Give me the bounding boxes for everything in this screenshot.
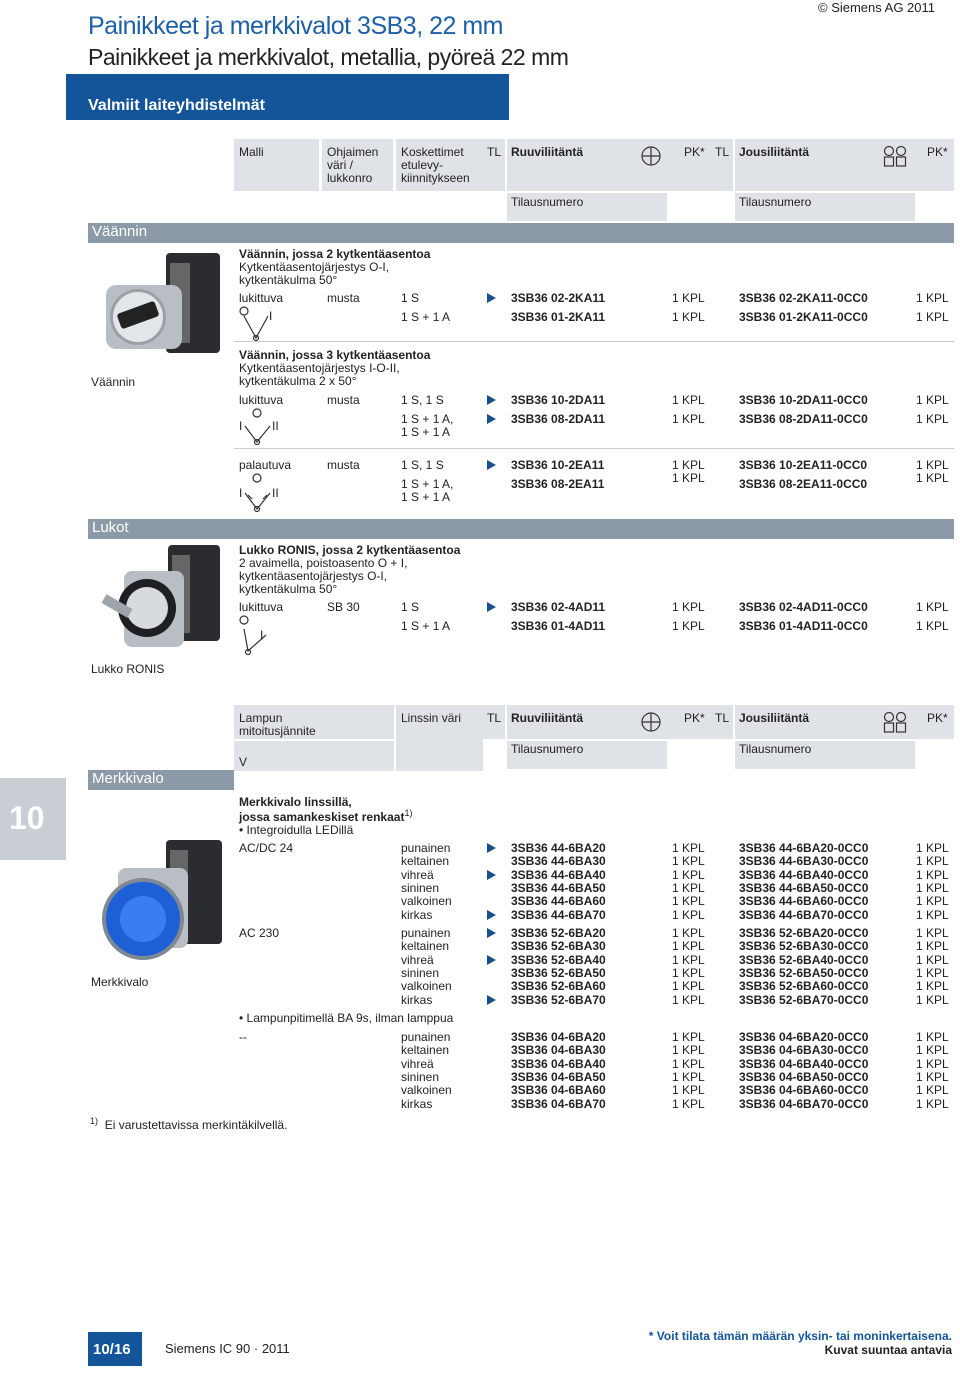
vaannin-r1-ruuvi: 3SB36 02-2KA11 — [511, 291, 606, 305]
lukot-lukittuva: lukittuva — [239, 600, 284, 614]
vaannin-g1-line2: Kytkentäasentojärjestys O-I, — [239, 260, 390, 274]
lens-color: valkoinen — [401, 979, 452, 993]
vaannin-g2-title: Väännin, jossa 3 kytkentäasentoa — [239, 348, 431, 362]
section-bar-merkkivalo — [88, 770, 234, 790]
vaannin-g1-line3: kytkentäkulma 50° — [239, 273, 338, 287]
product-photo-vaannin — [96, 247, 224, 367]
pack-qty-screw: 1 KPL — [672, 1097, 705, 1111]
tl-marker — [487, 293, 496, 303]
section-title-merkkivalo: Merkkivalo — [92, 770, 164, 787]
lukot-r1-ruuvi: 3SB36 02-4AD11 — [511, 600, 606, 614]
section-title-lukot: Lukot — [92, 519, 129, 536]
lukot-line3: kytkentäasentojärjestys O-I, — [239, 569, 388, 583]
vaannin-g2-sym-II: II — [272, 419, 279, 433]
vaannin-r1-jousi: 3SB36 02-2KA11-0CC0 — [739, 291, 868, 305]
col-pk1: PK* — [684, 711, 705, 725]
col-tl2: TL — [715, 711, 730, 725]
col-koskettimet: Koskettimet — [401, 145, 464, 159]
vaannin-r4-ruuvi: 3SB36 08-2DA11 — [511, 412, 606, 426]
switch-position-symbol — [238, 615, 278, 661]
product-photo-merkkivalo — [96, 836, 226, 966]
col-kiinnitys: kiinnitykseen — [401, 171, 470, 185]
vaannin-g2-line2: Kytkentäasentojärjestys I-O-II, — [239, 361, 400, 375]
pack-qty-spring: 1 KPL — [916, 966, 949, 980]
pack-qty-spring: 1 KPL — [916, 939, 949, 953]
lens-color: kirkas — [401, 908, 433, 922]
vaannin-g3-sym-II: II — [272, 486, 279, 500]
pack-qty-screw: 1 KPL — [672, 1057, 705, 1071]
tl-marker — [487, 602, 496, 612]
vaannin-r5-pk2: 1 KPL — [916, 458, 949, 472]
lukot-line4: kytkentäkulma 50° — [239, 582, 338, 596]
vaannin-r4-pk2: 1 KPL — [916, 412, 949, 426]
order-number-screw: 3SB36 04-6BA40 — [511, 1057, 606, 1071]
pack-qty-screw: 1 KPL — [672, 854, 705, 868]
vaannin-g2-musta: musta — [327, 393, 360, 407]
lens-color: keltainen — [401, 939, 450, 953]
bullet1-text: Integroidulla LEDillä — [246, 823, 354, 837]
vaannin-r6-pk1: 1 KPL — [672, 471, 705, 485]
order-number-screw: 3SB36 52-6BA60 — [511, 979, 606, 993]
lukot-r2-kosk: 1 S + 1 A — [401, 619, 451, 633]
pack-qty-screw: 1 KPL — [672, 953, 705, 967]
order-number-screw: 3SB36 44-6BA30 — [511, 854, 606, 868]
order-number-spring: 3SB36 04-6BA70-0CC0 — [739, 1097, 869, 1111]
order-number-spring: 3SB36 04-6BA30-0CC0 — [739, 1043, 869, 1057]
order-number-screw: 3SB36 52-6BA50 — [511, 966, 606, 980]
order-number-screw: 3SB36 44-6BA50 — [511, 881, 606, 895]
col-tilaus2: Tilausnumero — [739, 195, 812, 209]
lens-color: keltainen — [401, 854, 450, 868]
lukot-r1-pk2: 1 KPL — [916, 600, 949, 614]
vaannin-r6-kosk2: 1 S + 1 A — [401, 490, 451, 504]
col-tl1: TL — [487, 145, 502, 159]
footer-note1: * Voit tilata tämän määrän yksin- tai moninkertaisena. — [648, 1329, 952, 1343]
lukot-lukko: SB 30 — [327, 600, 360, 614]
order-number-spring: 3SB36 44-6BA30-0CC0 — [739, 854, 869, 868]
pack-qty-screw: 1 KPL — [672, 881, 705, 895]
col-tilaus1: Tilausnumero — [511, 742, 584, 756]
order-number-spring: 3SB36 44-6BA70-0CC0 — [739, 908, 869, 922]
order-number-screw: 3SB36 04-6BA70 — [511, 1097, 606, 1111]
col-tl2: TL — [715, 145, 730, 159]
order-number-spring: 3SB36 52-6BA30-0CC0 — [739, 939, 869, 953]
pack-qty-spring: 1 KPL — [916, 1030, 949, 1044]
order-number-screw: 3SB36 52-6BA70 — [511, 993, 606, 1007]
vaannin-r1-kosk: 1 S — [401, 291, 420, 305]
lukot-r2-pk2: 1 KPL — [916, 619, 949, 633]
col-tl1: TL — [487, 711, 502, 725]
order-number-spring: 3SB36 44-6BA50-0CC0 — [739, 881, 869, 895]
pack-qty-screw: 1 KPL — [672, 1070, 705, 1084]
tl-marker — [487, 870, 496, 880]
header-cell-v — [234, 741, 394, 771]
vaannin-r1-pk1: 1 KPL — [672, 291, 705, 305]
section-band-title: Valmiit laiteyhdistelmät — [88, 97, 265, 114]
order-number-screw: 3SB36 44-6BA40 — [511, 868, 606, 882]
order-number-screw: 3SB36 04-6BA20 — [511, 1030, 606, 1044]
pack-qty-screw: 1 KPL — [672, 939, 705, 953]
voltage-label: AC 230 — [239, 926, 280, 940]
pack-qty-screw: 1 KPL — [672, 841, 705, 855]
vaannin-r3-jousi: 3SB36 10-2DA11-0CC0 — [739, 393, 868, 407]
pack-qty-spring: 1 KPL — [916, 926, 949, 940]
spring-terminal-icon — [883, 711, 907, 735]
tl-marker — [487, 460, 496, 470]
lukot-r2-jousi: 3SB36 01-4AD11-0CC0 — [739, 619, 868, 633]
order-number-screw: 3SB36 04-6BA50 — [511, 1070, 606, 1084]
section-title-vaannin: Väännin — [92, 223, 148, 240]
pack-qty-spring: 1 KPL — [916, 1097, 949, 1111]
lens-color: vihreä — [401, 1057, 434, 1071]
vaannin-r2-pk1: 1 KPL — [672, 310, 705, 324]
vaannin-g1-title: Väännin, jossa 2 kytkentäasentoa — [239, 247, 431, 261]
lens-color: kirkas — [401, 1097, 433, 1111]
col-pk2: PK* — [927, 145, 948, 159]
pack-qty-spring: 1 KPL — [916, 993, 949, 1007]
vaannin-r3-kosk: 1 S, 1 S — [401, 393, 444, 407]
footer-page: 10/16 — [93, 1341, 131, 1358]
photo-caption-vaannin: Väännin — [91, 375, 136, 389]
tl-marker — [487, 955, 496, 965]
lukot-r1-jousi: 3SB36 02-4AD11-0CC0 — [739, 600, 868, 614]
merkkivalo-bullet1: • Integroidulla LEDillä — [239, 823, 354, 837]
spring-terminal-icon — [883, 145, 907, 169]
vaannin-g3-sym-I: I — [239, 486, 243, 500]
pack-qty-screw: 1 KPL — [672, 908, 705, 922]
pack-qty-spring: 1 KPL — [916, 894, 949, 908]
divider — [234, 341, 954, 342]
vaannin-r2-pk2: 1 KPL — [916, 310, 949, 324]
pack-qty-screw: 1 KPL — [672, 868, 705, 882]
lens-color: sininen — [401, 1070, 440, 1084]
switch-position-symbol — [240, 473, 286, 513]
col-mitoitus: mitoitusjännite — [239, 724, 316, 738]
col-linssi: Linssin väri — [401, 711, 462, 725]
footnote — [90, 1116, 287, 1132]
vaannin-r2-jousi: 3SB36 01-2KA11-0CC0 — [739, 310, 868, 324]
order-number-spring: 3SB36 52-6BA20-0CC0 — [739, 926, 869, 940]
lukot-r1-pk1: 1 KPL — [672, 600, 705, 614]
pack-qty-spring: 1 KPL — [916, 1057, 949, 1071]
voltage-label: -- — [239, 1030, 247, 1044]
lens-color: sininen — [401, 881, 440, 895]
vaannin-r6-pk2: 1 KPL — [916, 471, 949, 485]
order-number-screw: 3SB36 52-6BA20 — [511, 926, 606, 940]
pack-qty-spring: 1 KPL — [916, 953, 949, 967]
screw-terminal-icon — [640, 711, 662, 733]
merkkivalo-title1: Merkkivalo linssillä, — [239, 795, 352, 809]
section-bar-lukot — [88, 519, 954, 539]
merkkivalo-bullet2: • Lampunpitimellä BA 9s, ilman lamppua — [239, 1011, 454, 1025]
col-jousi: Jousiliitäntä — [739, 145, 810, 159]
order-number-spring: 3SB36 04-6BA60-0CC0 — [739, 1083, 869, 1097]
col-lukkonro: lukkonro — [327, 171, 373, 185]
vaannin-g2-lukittuva: lukittuva — [239, 393, 284, 407]
lens-color: punainen — [401, 926, 451, 940]
footnote-ref: 1) — [404, 808, 413, 818]
col-pk1: PK* — [684, 145, 705, 159]
order-number-screw: 3SB36 44-6BA20 — [511, 841, 606, 855]
order-number-spring: 3SB36 04-6BA50-0CC0 — [739, 1070, 869, 1084]
lens-color: kirkas — [401, 993, 433, 1007]
switch-position-symbol — [238, 306, 282, 342]
col-lampun: Lampun — [239, 711, 283, 725]
order-number-spring: 3SB36 52-6BA40-0CC0 — [739, 953, 869, 967]
divider — [234, 448, 954, 449]
vaannin-r6-jousi: 3SB36 08-2EA11-0CC0 — [739, 477, 868, 491]
tl-marker — [487, 414, 496, 424]
pack-qty-screw: 1 KPL — [672, 993, 705, 1007]
vaannin-r6-kosk: 1 S + 1 A, — [401, 477, 454, 491]
pack-qty-spring: 1 KPL — [916, 908, 949, 922]
vaannin-r2-kosk: 1 S + 1 A — [401, 310, 451, 324]
order-number-screw: 3SB36 04-6BA30 — [511, 1043, 606, 1057]
vaannin-r6-ruuvi: 3SB36 08-2EA11 — [511, 477, 605, 491]
col-ruuvi: Ruuviliitäntä — [511, 711, 584, 725]
vaannin-r3-pk2: 1 KPL — [916, 393, 949, 407]
order-number-screw: 3SB36 44-6BA70 — [511, 908, 606, 922]
vaannin-r3-ruuvi: 3SB36 10-2DA11 — [511, 393, 606, 407]
switch-position-symbol — [240, 408, 286, 446]
lukot-title: Lukko RONIS, jossa 2 kytkentäasentoa — [239, 543, 461, 557]
page-title: Painikkeet ja merkkivalot 3SB3, 22 mm — [88, 12, 504, 40]
order-number-spring: 3SB36 04-6BA40-0CC0 — [739, 1057, 869, 1071]
merkkivalo-title2 — [239, 808, 412, 824]
vaannin-g1-lukittuva: lukittuva — [239, 291, 284, 305]
vaannin-r5-jousi: 3SB36 10-2EA11-0CC0 — [739, 458, 868, 472]
pack-qty-spring: 1 KPL — [916, 868, 949, 882]
order-number-spring: 3SB36 44-6BA40-0CC0 — [739, 868, 869, 882]
vaannin-g2-line3: kytkentäkulma 2 x 50° — [239, 374, 357, 388]
lukot-line2: 2 avaimella, poistoasento O + I, — [239, 556, 408, 570]
product-photo-lukko — [96, 541, 224, 657]
lukot-r2-ruuvi: 3SB36 01-4AD11 — [511, 619, 606, 633]
lens-color: punainen — [401, 841, 451, 855]
tl-marker — [487, 910, 496, 920]
photo-caption-merkkivalo: Merkkivalo — [91, 975, 149, 989]
lens-color: punainen — [401, 1030, 451, 1044]
pack-qty-screw: 1 KPL — [672, 979, 705, 993]
order-number-spring: 3SB36 44-6BA60-0CC0 — [739, 894, 869, 908]
col-vari: väri / — [327, 158, 354, 172]
pack-qty-screw: 1 KPL — [672, 1083, 705, 1097]
vaannin-r5-ruuvi: 3SB36 10-2EA11 — [511, 458, 605, 472]
screw-terminal-icon — [640, 145, 662, 167]
vaannin-r2-ruuvi: 3SB36 01-2KA11 — [511, 310, 606, 324]
vaannin-r3-pk1: 1 KPL — [672, 393, 705, 407]
col-malli: Malli — [239, 145, 264, 159]
pack-qty-screw: 1 KPL — [672, 894, 705, 908]
voltage-label: AC/DC 24 — [239, 841, 294, 855]
pack-qty-spring: 1 KPL — [916, 1043, 949, 1057]
section-bar-vaannin — [88, 223, 954, 243]
col-jousi: Jousiliitäntä — [739, 711, 810, 725]
order-number-screw: 3SB36 44-6BA60 — [511, 894, 606, 908]
pack-qty-screw: 1 KPL — [672, 926, 705, 940]
pack-qty-spring: 1 KPL — [916, 1070, 949, 1084]
vaannin-r4-kosk: 1 S + 1 A, — [401, 412, 454, 426]
vaannin-r5-kosk: 1 S, 1 S — [401, 458, 444, 472]
merkkivalo-title2-text: jossa samankeskiset renkaat — [239, 810, 405, 824]
vaannin-r4-jousi: 3SB36 08-2DA11-0CC0 — [739, 412, 868, 426]
vaannin-r4-pk1: 1 KPL — [672, 412, 705, 426]
vaannin-r5-pk1: 1 KPL — [672, 458, 705, 472]
photo-caption-lukko: Lukko RONIS — [91, 662, 165, 676]
col-v: V — [239, 755, 248, 769]
col-tilaus1: Tilausnumero — [511, 195, 584, 209]
vaannin-r4-kosk2: 1 S + 1 A — [401, 425, 451, 439]
lens-color: valkoinen — [401, 1083, 452, 1097]
col-ruuvi: Ruuviliitäntä — [511, 145, 584, 159]
pack-qty-screw: 1 KPL — [672, 1030, 705, 1044]
lens-color: valkoinen — [401, 894, 452, 908]
col-etulevy: etulevy- — [401, 158, 444, 172]
order-number-spring: 3SB36 52-6BA60-0CC0 — [739, 979, 869, 993]
order-number-screw: 3SB36 52-6BA30 — [511, 939, 606, 953]
lens-color: sininen — [401, 966, 440, 980]
footer-catalog: Siemens IC 90 · 2011 — [165, 1341, 290, 1356]
vaannin-g1-sym-I: I — [269, 309, 273, 323]
order-number-screw: 3SB36 04-6BA60 — [511, 1083, 606, 1097]
col-tilaus2: Tilausnumero — [739, 742, 812, 756]
order-number-spring: 3SB36 52-6BA70-0CC0 — [739, 993, 869, 1007]
pack-qty-spring: 1 KPL — [916, 1083, 949, 1097]
pack-qty-screw: 1 KPL — [672, 1043, 705, 1057]
bullet2-text: Lampunpitimellä BA 9s, ilman lamppua — [246, 1011, 454, 1025]
order-number-screw: 3SB36 52-6BA40 — [511, 953, 606, 967]
page-tab-number: 10 — [9, 800, 45, 836]
order-number-spring: 3SB36 44-6BA20-0CC0 — [739, 841, 869, 855]
lukot-sym-I: I — [260, 628, 264, 642]
lens-color: vihreä — [401, 868, 434, 882]
page-subtitle: Painikkeet ja merkkivalot, metallia, pyöreä 22 mm — [88, 44, 569, 70]
order-number-spring: 3SB36 52-6BA50-0CC0 — [739, 966, 869, 980]
col-pk2: PK* — [927, 711, 948, 725]
order-number-spring: 3SB36 04-6BA20-0CC0 — [739, 1030, 869, 1044]
tl-marker — [487, 995, 496, 1005]
lens-color: vihreä — [401, 953, 434, 967]
vaannin-g3-palautuva: palautuva — [239, 458, 292, 472]
copyright: © Siemens AG 2011 — [818, 0, 936, 15]
vaannin-r1-pk2: 1 KPL — [916, 291, 949, 305]
footnote-text: Ei varustettavissa merkintäkilvellä. — [104, 1118, 288, 1132]
tl-marker — [487, 843, 496, 853]
vaannin-g2-sym-I: I — [239, 419, 243, 433]
pack-qty-spring: 1 KPL — [916, 881, 949, 895]
pack-qty-screw: 1 KPL — [672, 966, 705, 980]
vaannin-g1-musta: musta — [327, 291, 360, 305]
tl-marker — [487, 928, 496, 938]
pack-qty-spring: 1 KPL — [916, 841, 949, 855]
pack-qty-spring: 1 KPL — [916, 854, 949, 868]
footnote-mark: 1) — [90, 1116, 99, 1126]
tl-marker — [487, 395, 496, 405]
pack-qty-spring: 1 KPL — [916, 979, 949, 993]
lukot-r1-kosk: 1 S — [401, 600, 420, 614]
vaannin-g3-musta: musta — [327, 458, 360, 472]
col-ohjaimen: Ohjaimen — [327, 145, 379, 159]
lens-color: keltainen — [401, 1043, 450, 1057]
footer-note2: Kuvat suuntaa antavia — [824, 1343, 952, 1357]
lukot-r2-pk1: 1 KPL — [672, 619, 705, 633]
